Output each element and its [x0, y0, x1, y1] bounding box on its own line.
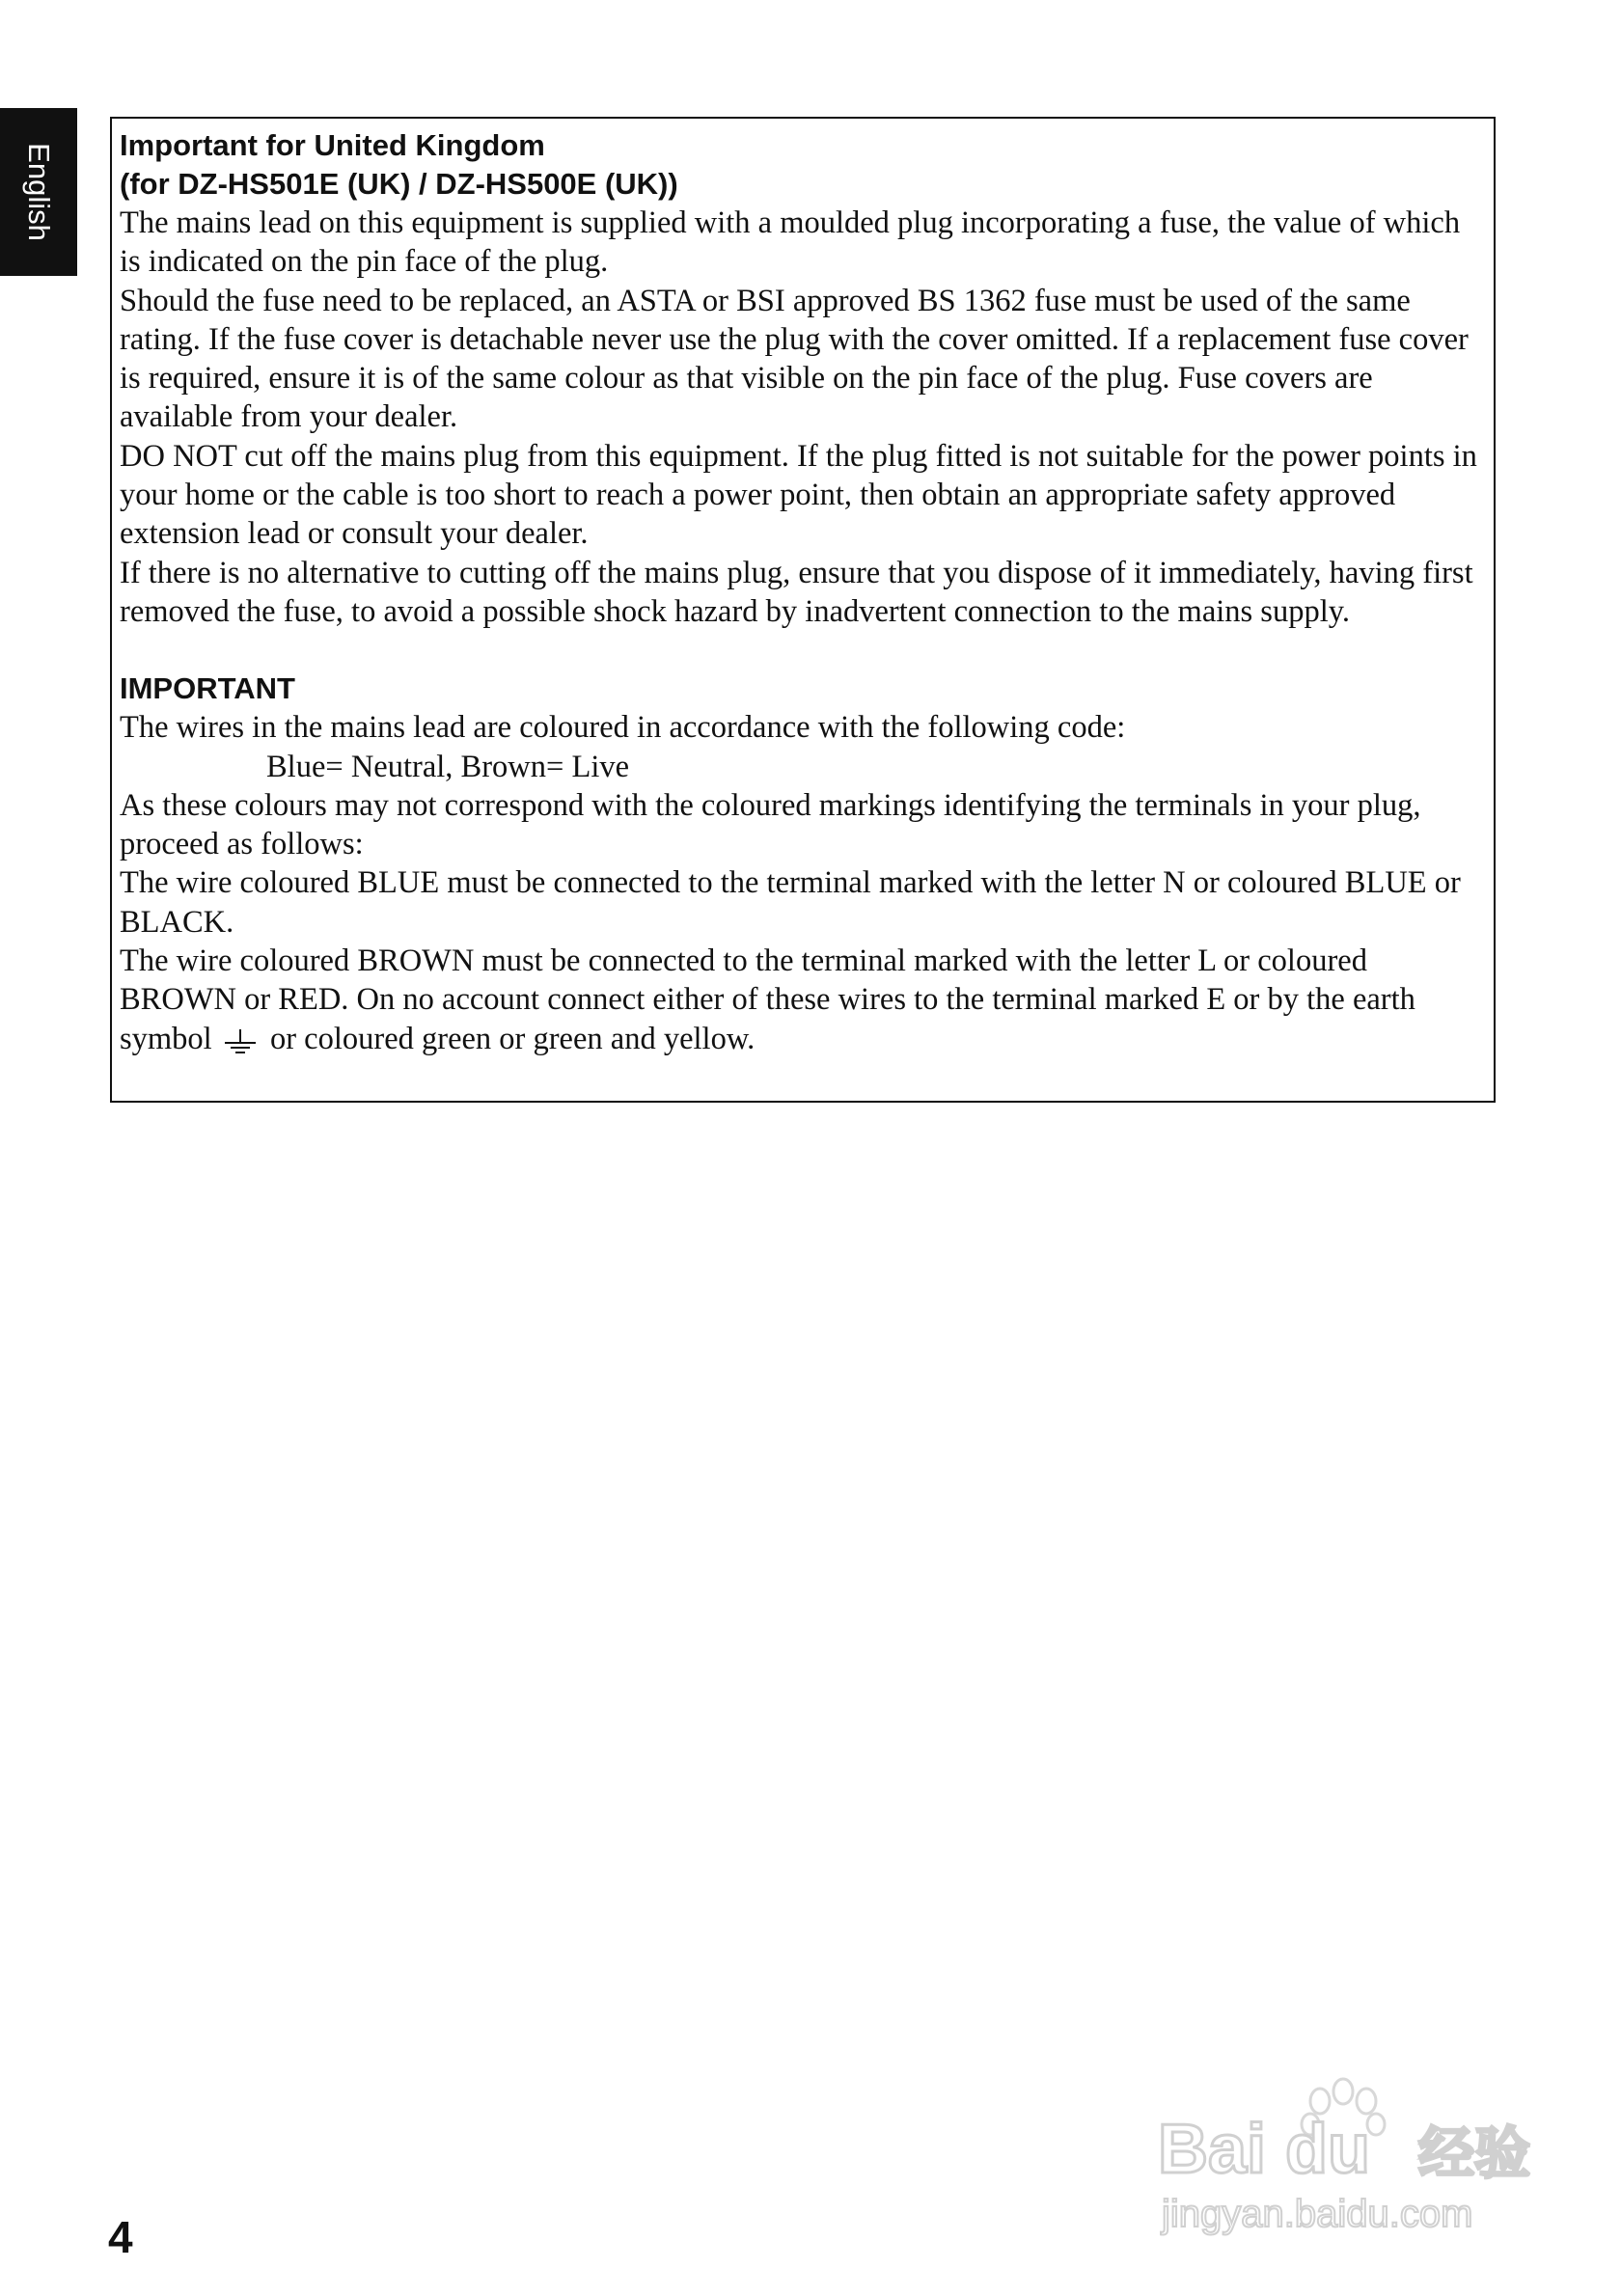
wire-color-code: Blue= Neutral, Brown= Live: [266, 749, 630, 784]
notice-paragraph-fuse-replacement: Should the fuse need to be replaced, an ASTA or BSI approved BS 1362 fuse must be used of the same rating. If the fuse cover is detachable never use the plug with the cover omitted. If a replacement fuse cover is required, ensure it is of the same colour as that visible on the pin face of the plug. Fuse covers are available from your dealer.: [120, 283, 1469, 435]
watermark-brand-cn-text: 经验: [1418, 2120, 1531, 2186]
notice-title-line2: (for DZ-HS501E (UK) / DZ-HS500E (UK)): [120, 167, 678, 201]
watermark-brand-text: Bai du: [1158, 2111, 1371, 2188]
notice-title-line1: Important for United Kingdom: [120, 128, 545, 162]
wires-intro: The wires in the mains lead are coloured in accordance with the following code:: [120, 710, 1126, 746]
page-number: 4: [108, 2212, 133, 2262]
colours-correspond-text: As these colours may not correspond with the coloured markings identifying the terminals in your plug, proceed as follows:: [120, 787, 1421, 862]
language-tab-label: English: [22, 143, 56, 241]
language-tab: [0, 108, 77, 276]
brown-wire-text-after: or coloured green or green and yellow.: [269, 1021, 756, 1056]
earth-ground-icon: [222, 1027, 259, 1056]
notice-paragraph-moulded-plug: The mains lead on this equipment is supplied with a moulded plug incorporating a fuse, the value of which is indicated on the pin face of the plug.: [120, 205, 1461, 280]
baidu-watermark-logo: [1148, 2055, 1534, 2248]
notice-paragraph-do-not-cut: DO NOT cut off the mains plug from this equipment. If the plug fitted is not suitable for the power points in your home or the cable is too short to reach a power point, then obtain an appropriate safety approved extension lead or consult your dealer.: [120, 438, 1477, 552]
watermark-url-text: jingyan.baidu.com: [1162, 2193, 1473, 2235]
brown-wire-text-before: The wire coloured BROWN must be connected to the terminal marked with the letter L or coloured BROWN or RED. On no account connect either of these wires to the terminal marked E or by the earth symbol: [120, 943, 1415, 1056]
notice-paragraph-dispose: If there is no alternative to cutting off the mains plug, ensure that you dispose of it immediately, having first removed the fuse, to avoid a possible shock hazard by inadvertent connection to the mains supply.: [120, 555, 1473, 629]
uk-plug-notice-box: [110, 117, 1496, 1103]
blue-wire-instruction: The wire coloured BLUE must be connected to the terminal marked with the letter N or coloured BLUE or BLACK.: [120, 865, 1461, 940]
important-heading: IMPORTANT: [120, 671, 295, 706]
brown-wire-instruction: [120, 942, 1486, 1058]
section-gap: [120, 631, 1486, 670]
